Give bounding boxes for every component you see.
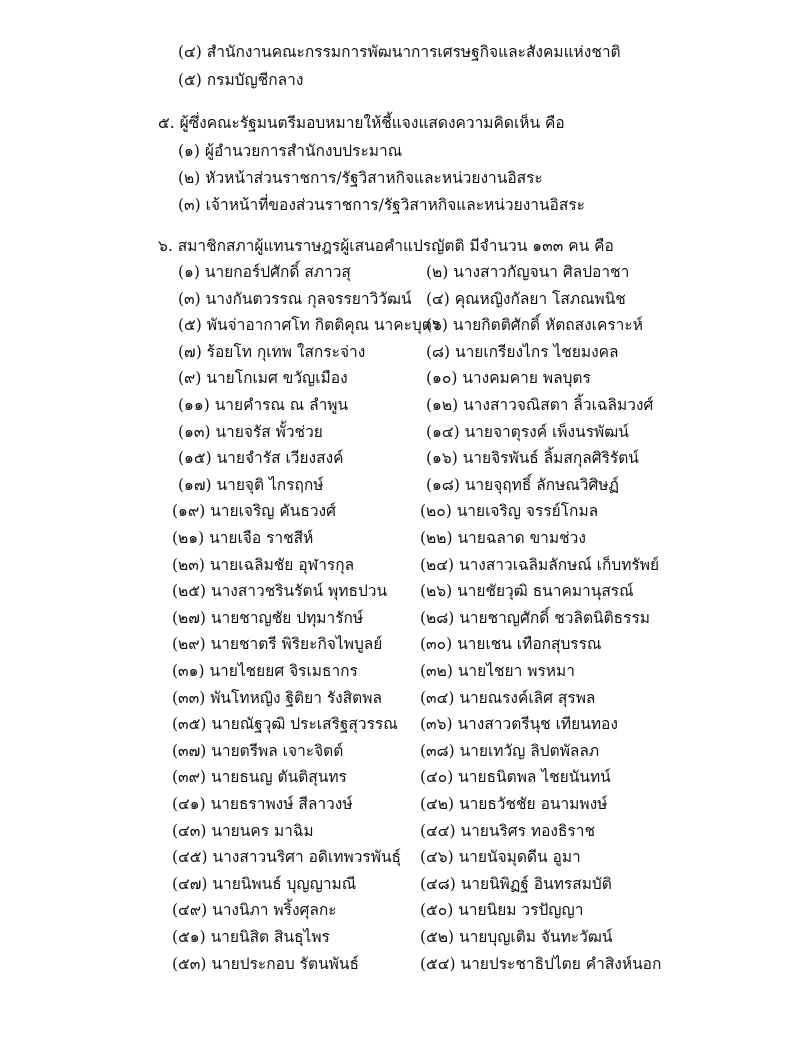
member-entry: (๔๒) นายธวัชชัย อนามพงษ์ [420,795,608,813]
member-entry: (๔๕) นางสาวนริศา อดิเทพวรพันธุ์ [172,848,402,866]
member-entry: (๓๒) นายไชยา พรหมา [420,662,575,680]
member-entry: (๒๕) นางสาวชรินรัตน์ พุทธปวน [172,582,388,600]
member-entry: (๒๓) นายเฉลิมชัย อุฬารกุล [172,556,355,574]
member-entry: (๔๔) นายนริศร ทองธิราช [420,822,595,840]
member-entry: (๒๘) นายชาญศักดิ์ ชวลิตนิติธรรม [420,609,651,627]
member-entry: (๓๗) นายตรีพล เจาะจิตต์ [172,742,344,760]
member-entry: (๑๑) นายคำรณ ณ ลำพูน [178,396,349,414]
section5-heading: ๕. ผู้ซึ่งคณะรัฐมนตรีมอบหมายให้ชี้แจงแสดงความคิดเห็น คือ [158,114,565,132]
section5-item-3: (๓) เจ้าหน้าที่ของส่วนราชการ/รัฐวิสาหกิจและหน่วยงานอิสระ [178,196,585,214]
member-entry: (๕) พันจ่าอากาศโท กิตติคุณ นาคะบุตร [178,316,441,334]
member-entry: (๓๕) นายณัฐวุฒิ ประเสริฐสุวรรณ [172,715,398,733]
member-entry: (๑๐) นางคมคาย พลบุตร [426,369,591,387]
member-entry: (๑๔) นายจาตุรงค์ เพ็งนรพัฒน์ [426,423,629,441]
member-entry: (๑) นายกอร์ปศักดิ์ สภาวสุ [178,263,351,281]
member-entry: (๔๘) นายนิพิฏฐ์ อินทรสมบัติ [420,875,612,893]
member-entry: (๓๓) พันโทหญิง ฐิติยา รังสิตพล [172,689,382,707]
section5-item-2: (๒) หัวหน้าส่วนราชการ/รัฐวิสาหกิจและหน่วยงานอิสระ [178,169,543,187]
member-entry: (๒๑) นายเจือ ราชสีห์ [172,529,314,547]
member-entry: (๒๙) นายชาตรี พิริยะกิจไพบูลย์ [172,635,383,653]
member-entry: (๓๖) นางสาวตรีนุช เทียนทอง [420,715,618,733]
member-entry: (๒๐) นายเจริญ จรรย์โกมล [420,502,599,520]
member-entry: (๒๖) นายชัยวุฒิ ธนาคมานุสรณ์ [420,582,634,600]
member-entry: (๒๒) นายฉลาด ขามช่วง [420,529,586,547]
member-entry: (๑๗) นายจุติ ไกรฤกษ์ [178,476,324,494]
member-entry: (๗) ร้อยโท กุเทพ ใสกระจ่าง [178,343,366,361]
member-entry: (๕๓) นายประกอบ รัตนพันธ์ [172,955,359,973]
member-entry: (๓) นางกันตวรรณ กุลจรรยาวิวัฒน์ [178,290,412,308]
member-entry: (๘) นายเกรียงไกร ไชยมงคล [426,343,619,361]
member-entry: (๒๔) นางสาวเฉลิมลักษณ์ เก็บทรัพย์ [420,556,660,574]
member-entry: (๕๒) นายบุญเติม จันทะวัฒน์ [420,928,613,946]
member-entry: (๔๗) นายนิพนธ์ บุญญามณี [172,875,357,893]
member-entry: (๙) นายโกเมศ ขวัญเมือง [178,369,348,387]
member-entry: (๒) นางสาวกัญจนา ศิลปอาชา [426,263,630,281]
member-entry: (๕๑) นายนิสิต สินธุไพร [172,928,330,946]
member-entry: (๒๗) นายชาญชัย ปทุมารักษ์ [172,609,364,627]
member-entry: (๑๘) นายจุฤทธิ์ ลักษณวิศิษฏ์ [426,476,619,494]
member-entry: (๑๙) นายเจริญ คันธวงศ์ [172,502,336,520]
member-entry: (๔๖) นายนัจมุดดีน อูมา [420,848,581,866]
member-entry: (๔๙) นางนิภา พริ้งศุลกะ [172,901,337,919]
member-entry: (๑๖) นายจิรพันธ์ ลิ้มสกุลศิริรัตน์ [426,449,639,467]
intro-item-4: (๔) สำนักงานคณะกรรมการพัฒนาการเศรษฐกิจและสังคมแห่งชาติ [178,43,621,61]
member-entry: (๓๑) นายไชยยศ จิรเมธากร [172,662,358,680]
member-entry: (๓๘) นายเทวัญ ลิปตพัลลภ [420,742,600,760]
member-entry: (๑๓) นายจรัส พั้วช่วย [178,423,323,441]
member-entry: (๔) คุณหญิงกัลยา โสภณพนิช [426,290,626,308]
member-entry: (๑๒) นางสาวจณิสตา ลิ้วเฉลิมวงศ์ [426,396,654,414]
member-entry: (๕๐) นายนิยม วรปัญญา [420,901,584,919]
member-entry: (๔๐) นายธนิตพล ไชยนันทน์ [420,768,611,786]
section5-item-1: (๑) ผู้อำนวยการสำนักงบประมาณ [178,142,403,160]
member-entry: (๓๐) นายเชน เทือกสุบรรณ [420,635,602,653]
member-entry: (๖) นายกิตติศักดิ์ หัตถสงเคราะห์ [426,316,643,334]
member-entry: (๔๑) นายธราพงษ์ สีลาวงษ์ [172,795,353,813]
member-entry: (๔๓) นายนคร มาฉิม [172,822,314,840]
member-entry: (๓๙) นายธนญ ตันติสุนทร [172,768,347,786]
member-entry: (๑๕) นายจำรัส เวียงสงค์ [178,449,344,467]
section6-heading: ๖. สมาชิกสภาผู้แทนราษฎรผู้เสนอคำแปรญัตติ มีจำนวน ๑๓๓ คน คือ [158,237,614,255]
intro-item-5: (๕) กรมบัญชีกลาง [178,71,304,89]
member-entry: (๕๔) นายประชาธิปไตย คำสิงห์นอก [420,955,662,973]
member-entry: (๓๔) นายณรงค์เลิศ สุรพล [420,689,596,707]
